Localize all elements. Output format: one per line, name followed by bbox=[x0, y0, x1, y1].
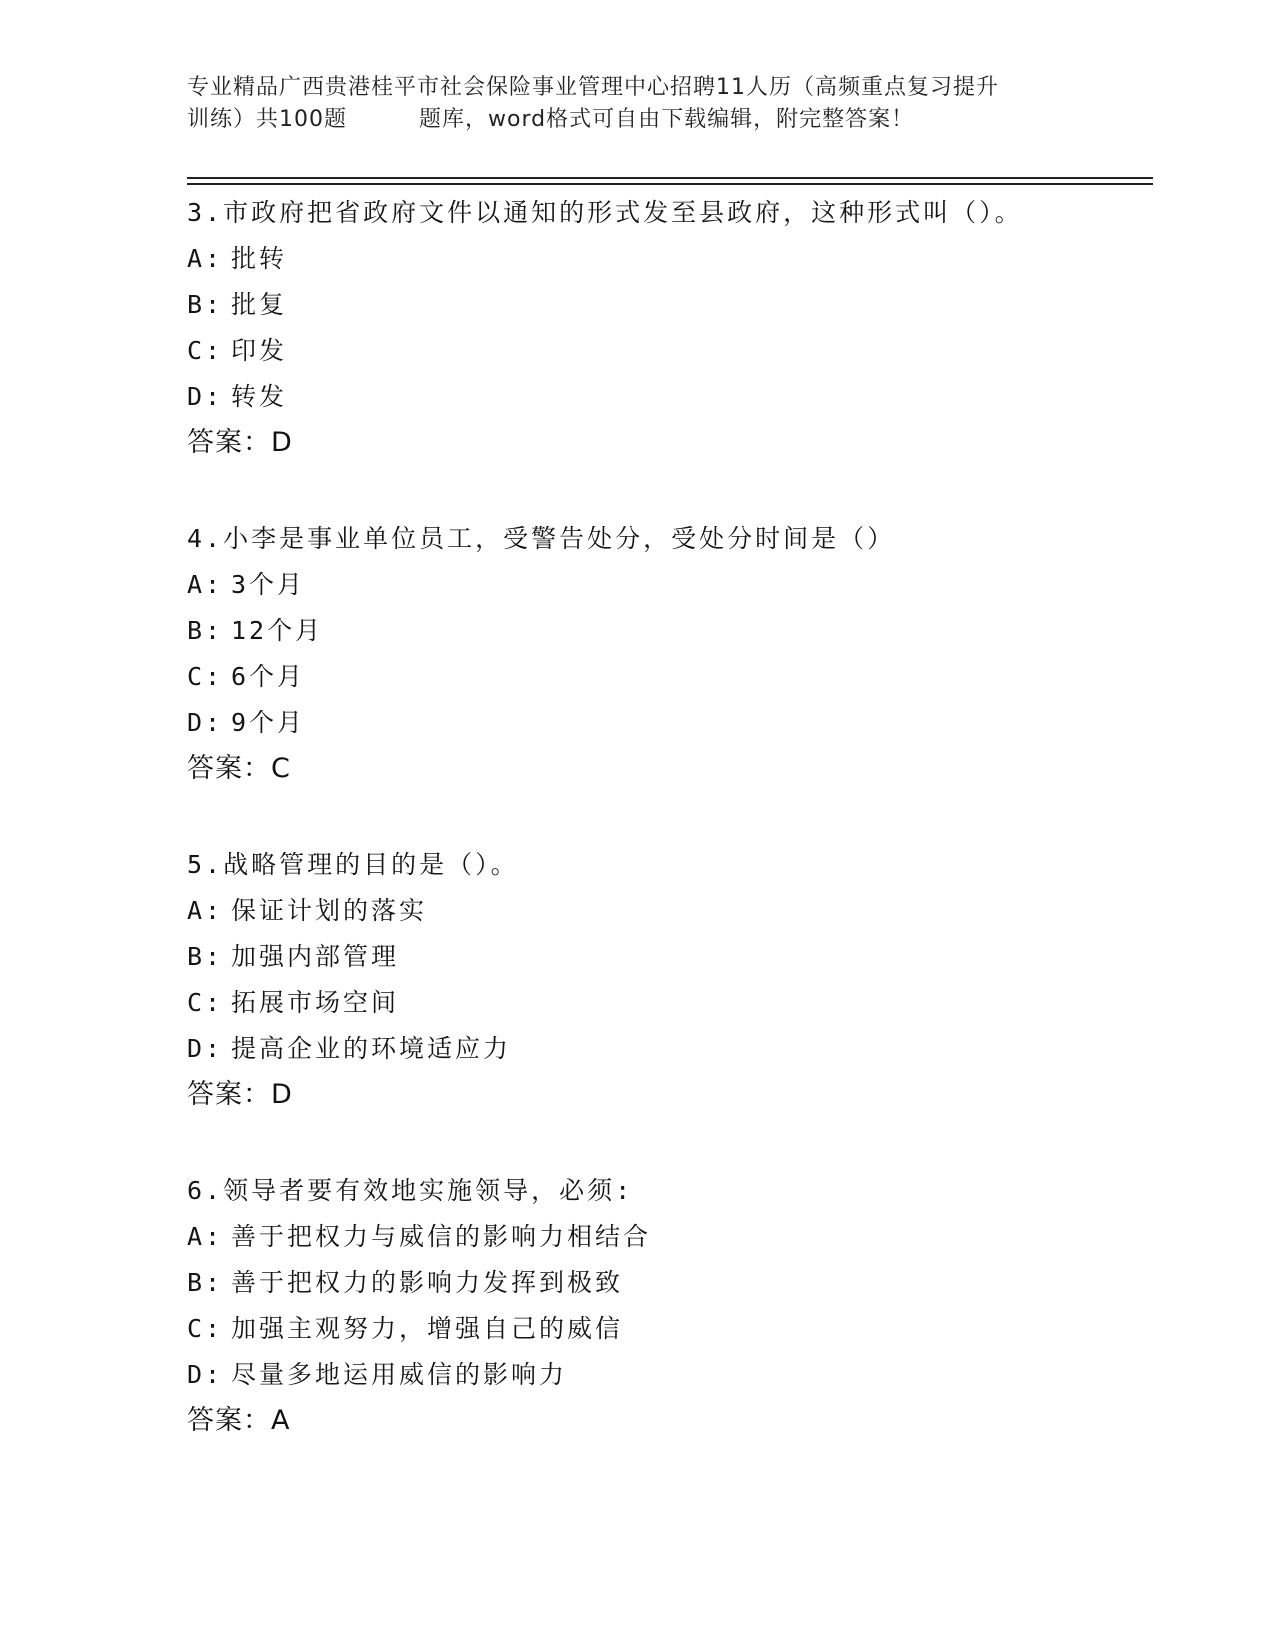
option-key: A: bbox=[187, 1222, 224, 1251]
header-line-1: 专业精品广西贵港桂平市社会保险事业管理中心招聘11人历（高频重点复习提升 bbox=[187, 75, 999, 100]
question-title: 3.市政府把省政府文件以通知的形式发至县政府，这种形式叫（）。 bbox=[187, 198, 1023, 227]
answer-line: 答案：A bbox=[187, 1405, 291, 1436]
header-line-2-right: 题库，word格式可自由下载编辑，附完整答案！ bbox=[419, 107, 915, 132]
option-d bbox=[187, 1026, 1147, 1072]
option-b bbox=[187, 1260, 1147, 1306]
question-6 bbox=[187, 1168, 1147, 1444]
header-divider-top bbox=[187, 177, 1153, 179]
option-text: 加强内部管理 bbox=[231, 942, 400, 971]
option-text: 批复 bbox=[231, 290, 288, 319]
option-b bbox=[187, 934, 1147, 980]
question-title: 6.领导者要有效地实施领导，必须: bbox=[187, 1176, 634, 1205]
header-line-2-left: 训练）共100题 bbox=[187, 107, 347, 132]
option-text: 善于把权力的影响力发挥到极致 bbox=[231, 1268, 624, 1297]
option-key: D: bbox=[187, 1034, 224, 1063]
option-text: 转发 bbox=[231, 382, 288, 411]
answer-line: 答案：C bbox=[187, 753, 291, 784]
answer-line: 答案：D bbox=[187, 427, 293, 458]
option-text: 加强主观努力，增强自己的威信 bbox=[231, 1314, 624, 1343]
option-text: 保证计划的落实 bbox=[231, 896, 428, 925]
option-c bbox=[187, 980, 1147, 1026]
header-gap bbox=[347, 104, 419, 136]
option-key: A: bbox=[187, 896, 224, 925]
option-d bbox=[187, 374, 1147, 420]
option-key: C: bbox=[187, 662, 224, 691]
option-text: 6个月 bbox=[231, 662, 306, 691]
option-text: 印发 bbox=[231, 336, 288, 365]
option-key: C: bbox=[187, 988, 224, 1017]
answer-line: 答案：D bbox=[187, 1079, 293, 1110]
question-title: 5.战略管理的目的是（）。 bbox=[187, 850, 519, 879]
option-text: 拓展市场空间 bbox=[231, 988, 400, 1017]
option-text: 善于把权力与威信的影响力相结合 bbox=[231, 1222, 652, 1251]
option-key: D: bbox=[187, 708, 224, 737]
option-a bbox=[187, 888, 1147, 934]
option-key: B: bbox=[187, 1268, 224, 1297]
question-3 bbox=[187, 190, 1147, 466]
question-4 bbox=[187, 516, 1147, 792]
option-c bbox=[187, 1306, 1147, 1352]
option-a bbox=[187, 562, 1147, 608]
option-a bbox=[187, 236, 1147, 282]
option-key: D: bbox=[187, 1360, 224, 1389]
option-text: 9个月 bbox=[231, 708, 306, 737]
option-key: A: bbox=[187, 244, 224, 273]
question-title: 4.小李是事业单位员工，受警告处分，受处分时间是（） bbox=[187, 524, 896, 553]
option-d bbox=[187, 700, 1147, 746]
option-text: 尽量多地运用威信的影响力 bbox=[231, 1360, 568, 1389]
option-key: B: bbox=[187, 616, 224, 645]
option-text: 3个月 bbox=[231, 570, 306, 599]
option-text: 12个月 bbox=[231, 616, 324, 645]
header-divider-bottom bbox=[187, 183, 1153, 185]
question-5 bbox=[187, 842, 1147, 1118]
option-text: 提高企业的环境适应力 bbox=[231, 1034, 512, 1063]
document-header bbox=[187, 72, 1077, 136]
option-key: B: bbox=[187, 290, 224, 319]
option-a bbox=[187, 1214, 1147, 1260]
option-text: 批转 bbox=[231, 244, 288, 273]
option-key: C: bbox=[187, 336, 224, 365]
header-line-2 bbox=[187, 104, 1077, 136]
option-c bbox=[187, 328, 1147, 374]
option-key: B: bbox=[187, 942, 224, 971]
option-b bbox=[187, 608, 1147, 654]
option-c bbox=[187, 654, 1147, 700]
option-key: C: bbox=[187, 1314, 224, 1343]
question-list bbox=[187, 190, 1147, 1494]
option-key: D: bbox=[187, 382, 224, 411]
option-b bbox=[187, 282, 1147, 328]
option-d bbox=[187, 1352, 1147, 1398]
option-key: A: bbox=[187, 570, 224, 599]
